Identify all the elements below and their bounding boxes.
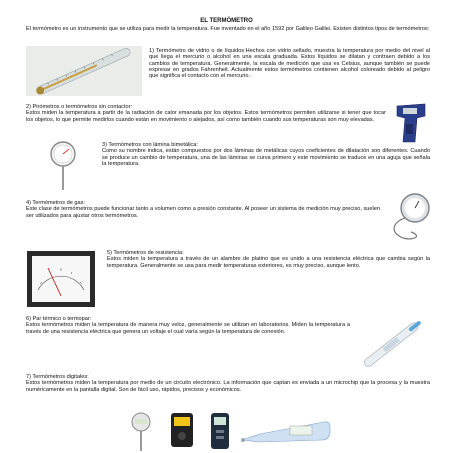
section-5-body: Estos miden la temperatura a través de un alambre de platino que es unido a una resistencia eléctrica que cambia según la temperatura. Generalmente se usa para medir temperaturas exteriores, es muy preciso, aunque lento. (107, 256, 430, 269)
pyrometer-image (391, 100, 431, 146)
digital-handheld-thermometer-image (210, 412, 230, 450)
intro-paragraph: El termómetro es un instrumento que se utiliza para medir la temperatura. Fue inventado en el año 1592 por Galileo Galilei. Existen distintos tipos de termómetros: (26, 26, 430, 32)
section-7 (26, 374, 430, 393)
section-3 (102, 142, 430, 167)
bimetallic-thermometer-image (48, 140, 78, 192)
resistance-thermometer-image (26, 250, 96, 308)
section-5-heading: 5) Termómetros de resistencia: (107, 250, 184, 256)
section-1 (149, 48, 430, 79)
section-4 (26, 200, 380, 219)
section-4-heading: 4) Termómetros de gas: (26, 200, 85, 206)
thermocouple-image (352, 316, 432, 372)
digital-clinical-thermometer-image (240, 416, 332, 448)
glass-thermometer-image (26, 46, 142, 96)
section-2 (26, 104, 386, 123)
gas-thermometer-image (385, 192, 433, 242)
section-3-heading: 3) Termómetros con lámina bimetálica: (102, 142, 198, 148)
section-6 (26, 316, 350, 335)
section-2-heading: 2) Pirómetros o termómetros sin contactor: (26, 104, 133, 110)
section-5 (107, 250, 430, 269)
digital-probe-thermometer-image (128, 412, 154, 452)
section-4-body: Este clase de termómetros puede funcionar tanto a volumen como a presión constante. Al poseer un sistema de medición muy preciso, suelen ser utilizados para ajustar otros termómetros. (26, 206, 380, 219)
section-1-heading: 1) Termómetro de vidrio o de líquidos: (149, 48, 246, 54)
section-7-heading: 7) Termómetros digitales: (26, 374, 89, 380)
section-6-body: Estos termómetros miden la temperatura de manera muy veloz, generalmente se utilizan en laboratorios. Miden la temperatura a través de una resistencia eléctrica que genera un voltaje el cual varía según la temperatura de conexión. (26, 322, 350, 335)
section-3-body: Como su nombre indica, están compuestos por dos láminas de metálicas cuyos coeficientes de dilatación son diferentes. Cuando se produce un cambio de temperatura, una de las láminas se curva primero y este movimiento se traduce en una aguja que señala la temperatura. (102, 148, 430, 167)
digital-meter-image (170, 412, 194, 448)
page-title: EL TERMÓMETRO (200, 18, 253, 24)
section-2-body: Estos miden la temperatura a partir de la radiación de calor emanada por los objetos. Estos termómetros permiten utilizarse si tener que tocar los objetos, lo que permite medirlos cuando están en movimiento o alejados, así como también cuando sus temperaturas son muy elevadas. (26, 110, 386, 123)
section-6-heading: 6) Par térmico o termopar: (26, 316, 92, 322)
section-7-body: Estos termómetros miden la temperatura por medio de un circuito electrónico. La información que captan es enviada a un microchip que la procesa y la muestra numéricamente en la pantalla digital. Son de fácil uso, rápidos, precisos y económicos. (26, 380, 430, 393)
section-1-body: Hechos con vidrio sellado, muestra la temperatura por medio del nivel al que llega el mercurio o alcohol en una escala graduada. Estos líquidos se dilatan y contraen debido a los cambios de temperatura. Generalmente, la escala de medición que usa es Celsius, aunque también se puede expresar en grados Fahrenheit. Actualmente estos termómetros contienen alcohol coloreado debido al peligro que significa el contacto con el mercurio. (149, 48, 430, 80)
